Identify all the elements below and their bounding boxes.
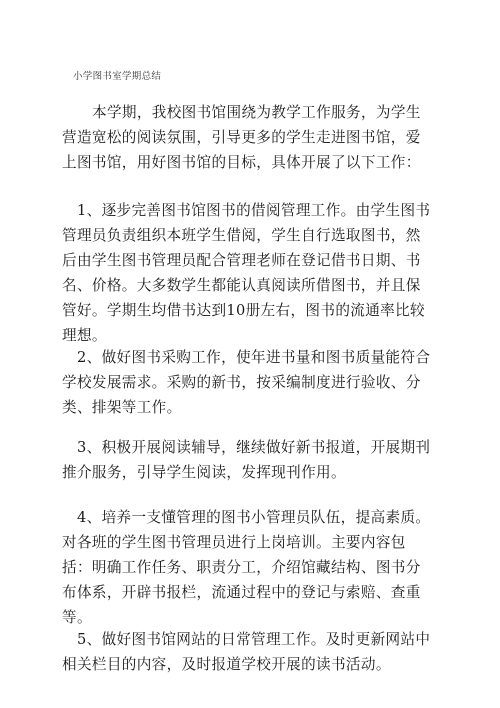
paragraph-item-3: 3、积极开展阅读辅导，继续做好新书报道，开展期刊推介服务，引导学生阅读，发挥现刊作用。 bbox=[62, 439, 431, 481]
paragraph-item-2: 2、做好图书采购工作，使年进书量和图书质量能符合学校发展需求。采购的新书，按采编制度进行验收、分类、排架等工作。 bbox=[62, 349, 431, 416]
paragraph-item-5: 5、做好图书馆网站的日常管理工作。及时更新网站中相关栏目的内容，及时报道学校开展的读书活动。 bbox=[62, 631, 431, 673]
paragraph-item-4: 4、培养一支懂管理的图书小管理员队伍，提高素质。对各班的学生图书管理员进行上岗培训。主要内容包括：明确工作任务、职责分工，介绍馆藏结构、图书分布体系，开辟书报栏，流通过程中的登记与索赔、查重等。 bbox=[62, 509, 431, 626]
intro-paragraph: 本学期，我校图书馆围绕为教学工作服务，为学生营造宽松的阅读氛围，引导更多的学生走进图书馆，爱上图书馆，用好图书馆的目标，具体开展了以下工作： bbox=[62, 104, 421, 171]
document-header: 小学图书室学期总结 bbox=[73, 71, 162, 82]
paragraph-item-1: 1、逐步完善图书馆图书的借阅管理工作。由学生图书管理员负责组织本班学生借阅，学生自行选取图书，然后由学生图书管理员配合管理老师在登记借书日期、书名、价格。大多数学生都能认真阅读所借图书，并且保管好。学期生均借书达到10册左右，图书的流通率比较理想。 bbox=[62, 202, 431, 344]
